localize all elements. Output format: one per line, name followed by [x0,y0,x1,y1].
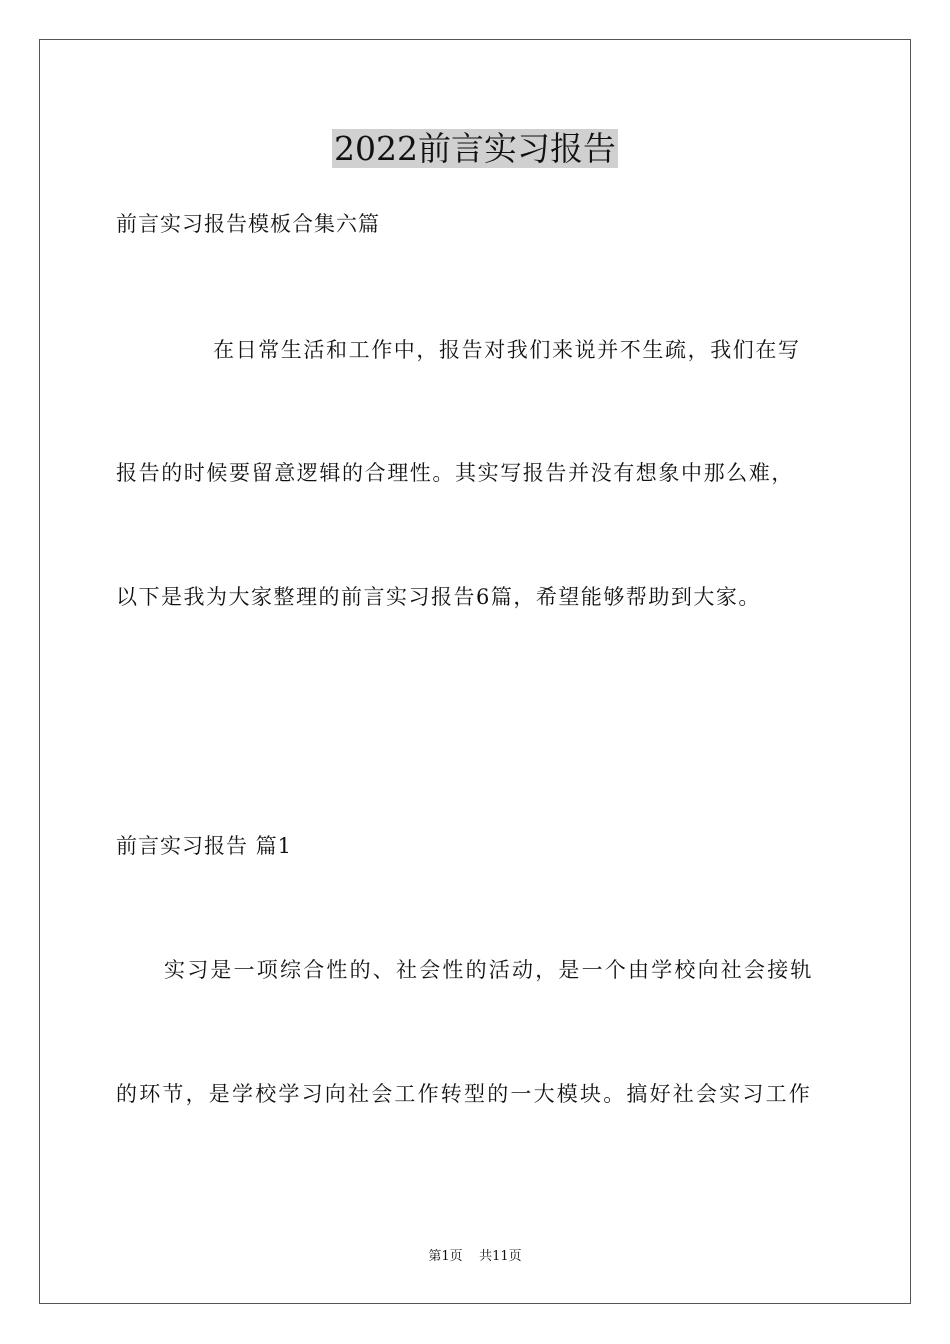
intro-line-2: 报告的时候要留意逻辑的合理性。其实写报告并没有想象中那么难， [116,461,794,485]
section-line-1: 实习是一项综合性的、社会性的活动，是一个由学校向社会接轨 [164,958,814,982]
document-title-text: 2022前言实习报告 [334,129,616,168]
intro-line-3: 以下是我为大家整理的前言实习报告6篇，希望能够帮助到大家。 [116,585,761,609]
section-line-2: 的环节，是学校学习向社会工作转型的一大模块。搞好社会实习工作 [116,1082,812,1106]
intro-line-1: 在日常生活和工作中，报告对我们来说并不生疏，我们在写 [213,338,801,362]
document-title [0,127,950,171]
section-heading: 前言实习报告 篇1 [116,834,293,858]
page-footer: 第1页 共11页 [428,1249,522,1264]
document-subtitle: 前言实习报告模板合集六篇 [116,212,380,236]
